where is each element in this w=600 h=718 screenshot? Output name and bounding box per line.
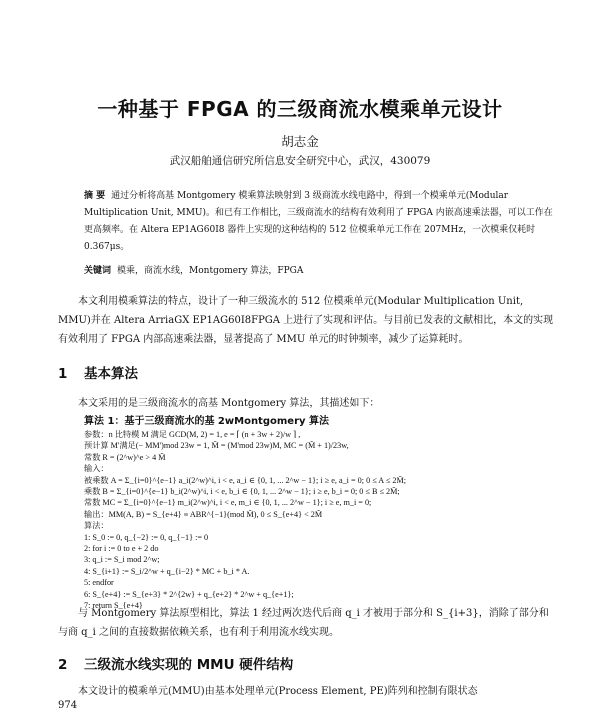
algorithm-line: 常数 MC = Σ_{i=0}^{e−1} m_i(2^w)^i, i < e, m_i ∈ {0, 1, ... 2^w − 1}; i ≥ e, m_i = 0;: [84, 498, 372, 508]
after-algorithm-paragraph: 与 Montgomery 算法原型相比，算法 1 经过两次迭代后商 q_i 才被用于部分和 S_{i+3}，消除了部分和与商 q_i 之间的直接数据依赖关系，也有利于利用流水线实现。: [58, 608, 549, 638]
keywords: [84, 263, 556, 276]
algorithm-line: 2: for i := 0 to e + 2 do: [84, 544, 159, 554]
algorithm-line: 1: S_0 := 0, q_{−2} := 0, q_{−1} := 0: [84, 532, 209, 542]
algorithm-line: 被乘数 A = Σ_{i=0}^{e−1} a_i(2^w)^i, i < e, a_i ∈ {0, 1, ... 2^w − 1}; i ≥ e, a_i = 0; 0 ≤ A ≤ 2M̃;: [84, 475, 407, 485]
algorithm-line: 输出：MM(A, B) = S_{e+4} ≡ ABR^{−1}(mod M̃), 0 ≤ S_{e+4} < 2M̃: [84, 509, 323, 519]
abstract-text: 通过分析将高基 Montgomery 模乘算法映射到 3 级商流水线电路中，得到一个模乘单元(Modular Multiplication Unit, MMU)。和已有工作相比，三级商流水的结构有效利用了 FPGA 内嵌高速乘法器，可以工作在更高频率。在 Altera EP1AG60I8 器件上实现的这种结构的 512 位模乘单元工作在 207MHz，一次模乘仅耗时 0.367μs。: [84, 191, 553, 252]
algorithm-line: 7: return S_{e+4}: [84, 601, 143, 611]
algorithm-block: [84, 429, 564, 612]
algorithm-line: 参数：n 比特模 M 满足 GCD(M, 2) = 1, e = ⌈ (n + 3w + 2)/w ⌉ ,: [84, 430, 301, 439]
algorithm-line: 6: S_{e+4} := S_{e+3} * 2^{2w} + q_{e+2} * 2^w + q_{e+1};: [84, 589, 294, 599]
algorithm-line: 常数 R = (2^w)^e > 4 M̃: [84, 452, 166, 462]
algorithm-line: 输入：: [84, 464, 109, 474]
algorithm-line: 4: S_{i+1} := S_i/2^w + q_{i−2} * MC + b_i * A.: [84, 566, 250, 576]
paper-title: 一种基于 FPGA 的三级商流水模乘单元设计: [97, 97, 503, 121]
section-1-heading: [58, 362, 138, 382]
algorithm-line: 预计算 M'满足(− MM')mod 23w = 1, M̃ = (M'mod 23w)M, MC = (M̃ + 1)/23w,: [84, 441, 349, 451]
section-1-paragraph: 本文采用的是三级商流水的高基 Montgomery 算法，其描述如下：: [78, 398, 380, 409]
section-2-heading: [58, 653, 293, 673]
algorithm-line: 5: endfor: [84, 578, 114, 588]
author-name: 胡志金: [281, 134, 319, 149]
keywords-label: 关键词: [84, 266, 112, 276]
algorithm-line: 3: q_i := S_i mod 2^w;: [84, 555, 160, 565]
section-1-title: 基本算法: [84, 366, 138, 382]
keywords-text: 模乘，商流水线，Montgomery 算法，FPGA: [117, 266, 304, 276]
section-2-paragraph: 本文设计的模乘单元(MMU)由基本处理单元(Process Element, PE)阵列和控制有限状态: [78, 686, 478, 697]
section-1-number: 1: [58, 366, 68, 382]
author-affiliation: 武汉船舶通信研究所信息安全研究中心，武汉，430079: [169, 155, 431, 167]
section-2-number: 2: [58, 657, 68, 673]
abstract: [84, 188, 556, 256]
intro-paragraph: 本文利用模乘算法的特点，设计了一种三级流水的 512 位模乘单元(Modular Multiplication Unit, MMU)并在 Altera ArriaGX EP1AG60I8FPGA 上进行了实现和评估。与目前已发表的文献相比，本文的实现有效利用了 FPGA 内部高速乘法器，显著提高了 MMU 单元的时钟频率，减少了运算耗时。: [58, 296, 554, 345]
algorithm-line: 算法：: [84, 521, 109, 531]
page-number: 974: [58, 700, 78, 711]
algorithm-title: 算法 1：基于三级商流水的基 2wMontgomery 算法: [84, 416, 329, 427]
section-2-title: 三级流水线实现的 MMU 硬件结构: [84, 657, 294, 673]
abstract-label: 摘 要: [84, 191, 106, 201]
algorithm-line: 乘数 B = Σ_{i=0}^{e−1} b_i(2^w)^i, i < e, b_i ∈ {0, 1, ... 2^w − 1}; i ≥ e, b_i = 0; 0 ≤ B ≤ 2M̃;: [84, 487, 400, 497]
